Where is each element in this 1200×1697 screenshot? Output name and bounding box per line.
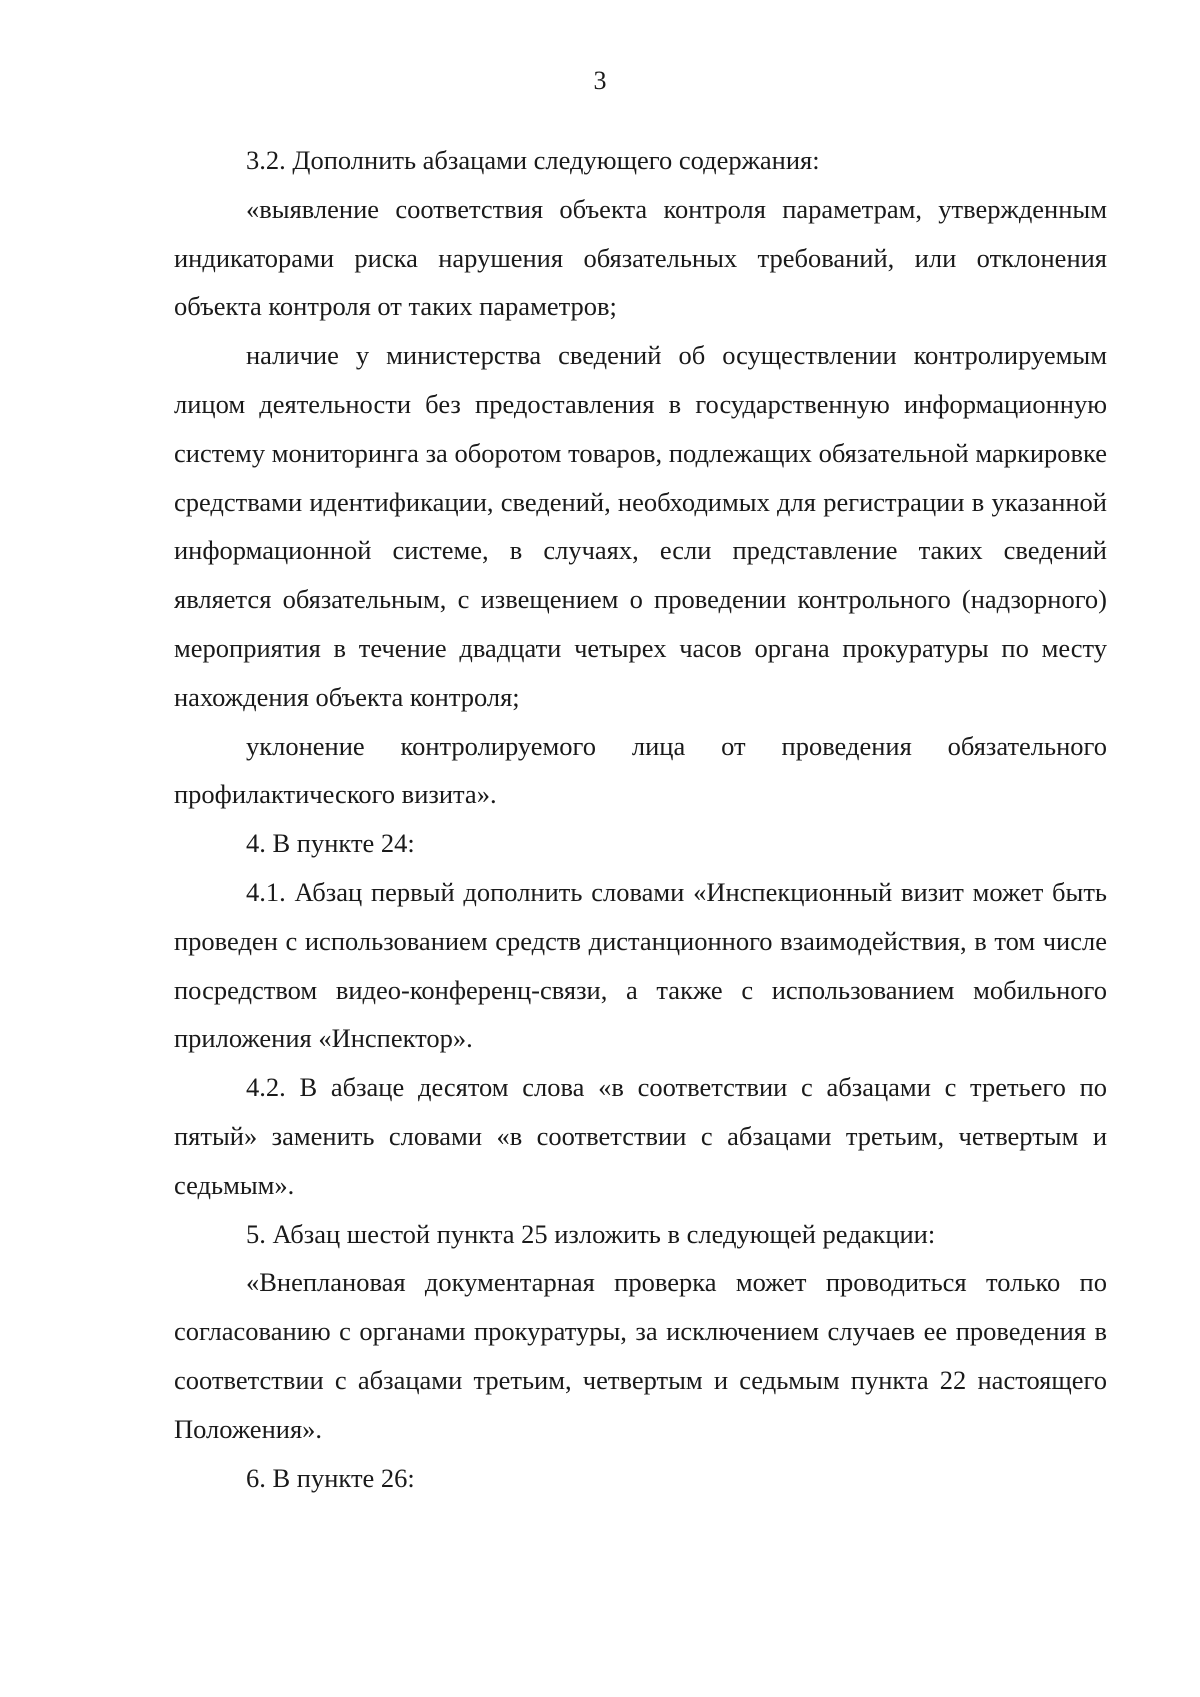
paragraph-4: 4. В пункте 24: <box>246 828 415 859</box>
paragraph-3-2-item-2: наличие у министерства сведений об осуществлении контролируемым лицом деятельности без предоставления в государственную информационную систему мониторинга за оборотом товаров, подлежащих обязательной маркировке средствами идентификации, сведений, необходимых для регистрации в указанной информационной системе, в случаях, если представление таких сведений является обязательным, с извещением о проведении контрольного (надзорного) мероприятия в течение двадцати четырех часов органа прокуратуры по месту нахождения объекта контроля; <box>174 340 1107 712</box>
paragraph-5-quote: «Внеплановая документарная проверка может проводиться только по согласованию с органами прокуратуры, за исключением случаев ее проведения в соответствии с абзацами третьим, четвертым и седьмым пункта 22 настоящего Положения». <box>174 1267 1107 1444</box>
paragraph-5: 5. Абзац шестой пункта 25 изложить в следующей редакции: <box>246 1218 936 1249</box>
paragraph-3-2-item-3: уклонение контролируемого лица от проведения обязательного профилактического визита». <box>174 730 1107 810</box>
page-number: 3 <box>593 66 607 95</box>
paragraph-6: 6. В пункте 26: <box>246 1462 415 1493</box>
paragraph-3-2-item-1: «выявление соответствия объекта контроля параметрам, утвержденным индикаторами риска нарушения обязательных требований, или отклонения объекта контроля от таких параметров; <box>174 193 1107 322</box>
document-body <box>174 136 1107 1502</box>
paragraph-3-2: 3.2. Дополнить абзацами следующего содержания: <box>246 145 820 175</box>
paragraph-4-1: 4.1. Абзац первый дополнить словами «Инспекционный визит может быть проведен с использованием средств дистанционного взаимодействия, в том числе посредством видео-конференц-связи, а также с использованием мобильного приложения «Инспектор». <box>174 876 1107 1054</box>
paragraph-4-2: 4.2. В абзаце десятом слова «в соответствии с абзацами с третьего по пятый» заменить словами «в соответствии с абзацами третьим, четвертым и седьмым». <box>174 1072 1107 1200</box>
